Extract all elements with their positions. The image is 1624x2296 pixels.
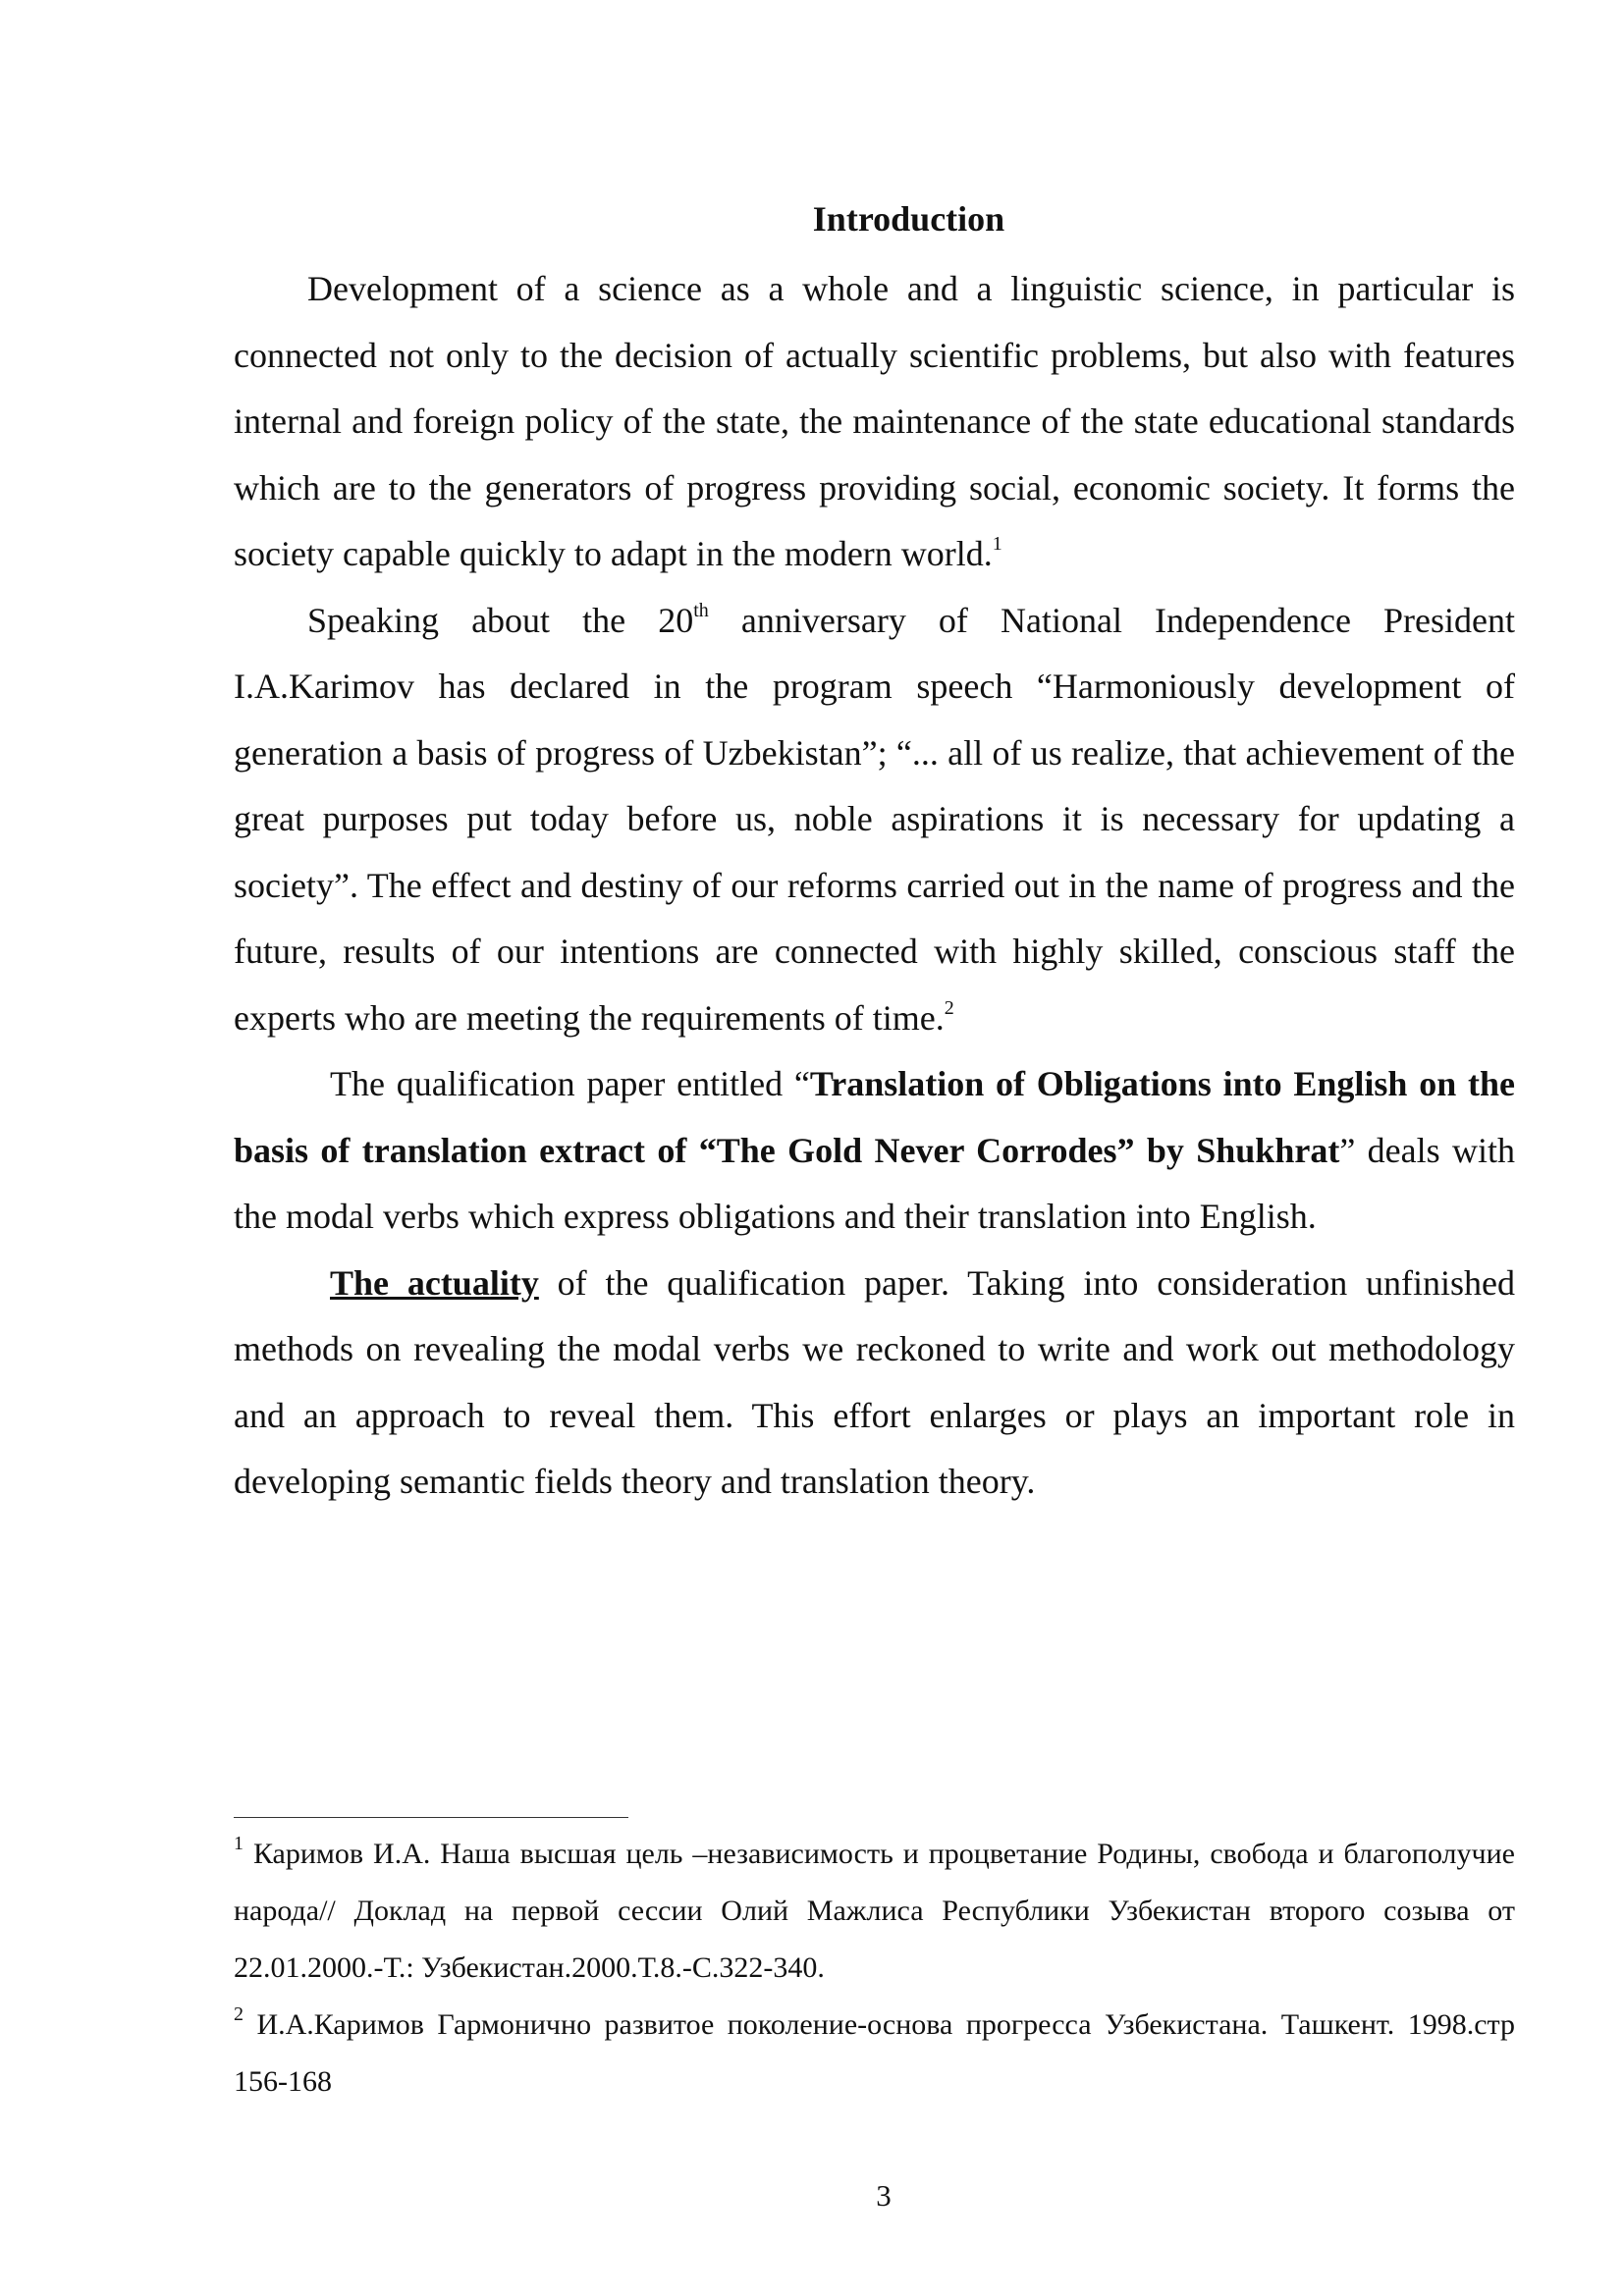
actuality-label: The actuality (330, 1262, 539, 1303)
paragraph-actuality (234, 1251, 1515, 1516)
paragraph-speaking (234, 588, 1515, 1052)
paragraph-text: The qualification paper entitled “ (330, 1064, 810, 1103)
footnote-divider (234, 1817, 628, 1818)
paragraph-text: Development of a science as a whole and a linguistic science, in particular is connected not only to the decision of actually scientific problems, but also with features internal and foreign policy of the state, the maintenance of the state educational standards which are to the generators of progress providing social, economic society. It forms the society capable quickly to adapt in the modern world. (234, 269, 1515, 573)
footnote-ref: 1 (992, 533, 1002, 555)
ordinal-suffix: th (693, 599, 709, 621)
paragraph-qualification (234, 1051, 1515, 1251)
paragraph-text: anniversary of National Independence President I.A.Karimov has declared in the program speech “Harmoniously development of generation a basis of progress of Uzbekistan”; “... all of us realize, that achievement of the great purposes put today before us, noble aspirations it is necessary for updating a society”. The effect and destiny of our reforms carried out in the name of progress and the future, results of our intentions are connected with highly skilled, conscious staff the experts who are meeting the requirements of time. (234, 600, 1515, 1038)
paragraph-development (234, 256, 1515, 588)
page-number: 3 (876, 2178, 892, 2213)
footnotes (234, 1826, 1515, 2110)
page-body (234, 191, 1515, 1516)
paragraph-text: of the qualification paper. Taking into consideration unfinished methods on revealing the modal verbs we reckoned to write and work out methodology and an approach to reveal them. This effort enlarges or plays an important role in developing semantic fields theory and translation theory. (234, 1262, 1516, 1501)
paragraph-text: ” deals with the modal verbs which express obligations and their translation into English. (234, 1130, 1515, 1236)
footnote-text: Каримов И.А. Наша высшая цель –независимость и процветание Родины, свобода и благополучие народа// Доклад на первой сессии Олий Мажлиса Республики Узбекистан второго созыва от 22.01.2000.-Т.: Узбекистан.2000.Т.8.-С.322-340. (234, 1838, 1515, 1984)
paper-title: Translation of Obligations into English on the basis of translation extract of “The Gold Never Corrodes” by Shukhrat (234, 1064, 1515, 1170)
footnote-number: 1 (234, 1833, 244, 1854)
paragraph-text: Speaking about the 20 (307, 600, 694, 640)
footnote-1 (234, 1826, 1515, 1997)
section-heading: Introduction (812, 199, 1005, 239)
footnote-ref: 2 (944, 996, 954, 1019)
footnote-text: И.А.Каримов Гармонично развитое поколение-основа прогресса Узбекистана. Ташкент. 1998.стр 156-168 (234, 2008, 1515, 2098)
footnote-number: 2 (234, 2003, 244, 2025)
footnote-2 (234, 1997, 1515, 2110)
